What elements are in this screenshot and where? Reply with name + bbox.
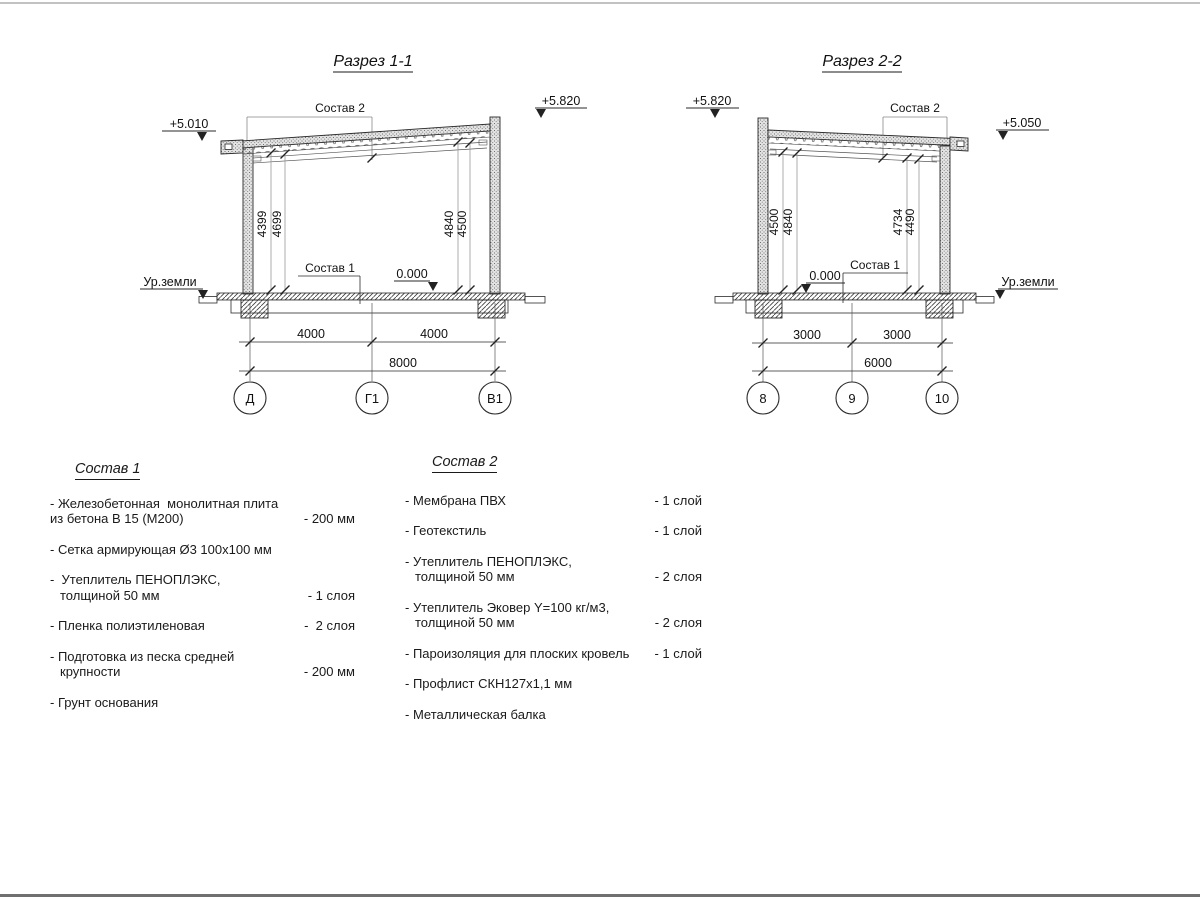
section-1-1 [140, 53, 587, 414]
s2-elev-right-label: +5.050 [1002, 116, 1042, 130]
s2-dim-left-outer: 4840 [781, 208, 795, 236]
s2-dim-right-inner: 4734 [891, 208, 905, 236]
s1-roof-edge-cap-hole [225, 144, 232, 150]
list-item [50, 542, 355, 558]
s1-elev-right-arrow [536, 109, 546, 118]
item-name-line2: из бетона В 15 (М200) [50, 511, 184, 526]
item-value: - 2 слоя [654, 615, 702, 630]
material-list-sostav-2 [405, 455, 702, 737]
item-name: - Грунт основания [50, 694, 159, 710]
s1-dim-span2: 4000 [420, 327, 448, 341]
s2-elev-left-label: +5.820 [692, 94, 732, 108]
s1-ground-ledge-left [199, 297, 217, 304]
s1-axis-label-3: В1 [487, 391, 503, 406]
s1-left-wall [243, 147, 253, 294]
s2-ground-level-label: Ур.земли [1001, 275, 1055, 289]
item-name-line2: толщиной 50 мм [415, 569, 515, 584]
list-item [405, 523, 702, 539]
s2-axis-label-2: 9 [848, 391, 856, 406]
list-item [50, 649, 355, 680]
s1-dim-span1: 4000 [297, 327, 325, 341]
item-name: - Пленка полиэтиленовая [50, 618, 205, 633]
s2-ground-level-arrow [995, 290, 1005, 299]
s2-elev-floor-arrow [801, 284, 811, 293]
item-name: - Пароизоляция для плоских кровель [405, 645, 630, 661]
s2-roof-edge-cap-hole [957, 141, 964, 147]
item-value: - 2 слоя [304, 618, 355, 633]
item-value: - 2 слоя [654, 569, 702, 584]
material-list-1-title: Состав 1 [75, 462, 140, 480]
s2-left-wall-parapet [758, 118, 768, 294]
s1-dim-right-outer: 4500 [455, 210, 469, 238]
s1-roof-callout-label: Состав 2 [315, 101, 365, 115]
section-2-2-title: Разрез 2-2 [822, 53, 902, 70]
list-item [50, 618, 355, 634]
s1-dim-ticks [246, 138, 500, 376]
item-name: - Утеплитель ПЕНОПЛЭКС, [50, 572, 221, 587]
s2-dim-right-outer: 4490 [903, 208, 917, 236]
s1-floor-callout-label: Состав 1 [305, 261, 355, 275]
item-name: - Металлическая балка [405, 706, 546, 722]
s1-floor-slab [217, 293, 525, 300]
s2-foundation-block-left [755, 300, 782, 318]
s2-foundation-block-right [926, 300, 953, 318]
s2-roof-callout-label: Состав 2 [890, 101, 940, 115]
item-name-line2: крупности [60, 664, 121, 679]
item-value: - 1 слой [654, 492, 702, 508]
s1-elev-left-label: +5.010 [169, 117, 209, 131]
s2-elev-floor-label: 0.000 [809, 269, 841, 283]
list-item [405, 493, 702, 509]
s2-elev-left-arrow [710, 109, 720, 118]
sheet-bottom-border [0, 894, 1200, 897]
s1-dim-left-inner: 4399 [255, 210, 269, 238]
material-list-2-title: Состав 2 [432, 455, 497, 473]
s1-dim-left-outer: 4699 [270, 210, 284, 238]
item-name: - Утеплитель Эковер Y=100 кг/м3, [405, 599, 610, 615]
item-value: - 1 слоя [307, 587, 355, 603]
s2-elev-right-arrow [998, 131, 1008, 140]
s2-dim-left-inner: 4500 [767, 208, 781, 236]
s1-axis-label-2: Г1 [364, 391, 380, 406]
s1-foundation-block-right [478, 300, 505, 318]
item-name: - Подготовка из песка средней [50, 648, 235, 664]
list-item [405, 600, 702, 631]
section-1-1-title: Разрез 1-1 [333, 53, 413, 70]
item-value: - 200 мм [303, 511, 355, 526]
list-item [405, 554, 702, 585]
section-2-2 [686, 53, 1058, 414]
list-item [405, 676, 702, 692]
s2-ground-ledge-right [976, 297, 994, 304]
s1-elev-left-arrow [197, 132, 207, 141]
item-value: - 1 слой [654, 523, 702, 538]
s1-elev-floor-arrow [428, 282, 438, 291]
s1-elev-floor-label: 0.000 [396, 267, 428, 281]
s1-left-corbel [253, 156, 261, 161]
s1-right-wall-parapet [490, 117, 500, 294]
s2-axis-label-3: 10 [934, 391, 950, 406]
item-value: - 200 мм [303, 664, 355, 679]
s1-dim-total: 8000 [389, 356, 417, 370]
item-name: - Железобетонная монолитная плита [50, 495, 279, 511]
item-value: - 1 слой [654, 645, 702, 661]
list-item [405, 646, 702, 662]
s1-elev-right-label: +5.820 [541, 94, 581, 108]
s2-dim-total: 6000 [864, 356, 892, 370]
item-name: - Профлист СКН127х1,1 мм [405, 676, 573, 691]
s1-axis-label-1: Д [245, 391, 255, 406]
s2-dim-span1: 3000 [793, 328, 821, 342]
list-item [50, 496, 355, 527]
list-item [405, 707, 702, 723]
item-name-line2: толщиной 50 мм [415, 615, 515, 630]
material-list-1-heading [50, 462, 355, 480]
s1-ground-ledge-right [525, 297, 545, 304]
s2-right-wall [940, 146, 950, 294]
list-item [50, 572, 355, 603]
s2-ground-ledge-left [715, 297, 733, 304]
s2-floor-slab [733, 293, 976, 300]
item-name: - Утеплитель ПЕНОПЛЭКС, [405, 553, 572, 569]
s2-dim-span2: 3000 [883, 328, 911, 342]
s2-axis-label-1: 8 [759, 391, 767, 406]
sections-drawing [0, 0, 1200, 445]
list-item [50, 695, 355, 711]
item-name: - Мембрана ПВХ [405, 492, 506, 508]
s1-dim-right-inner: 4840 [442, 210, 456, 238]
s1-ground-level-label: Ур.земли [143, 275, 197, 289]
material-list-2-heading [405, 455, 702, 473]
s1-interior-dim-lines [271, 142, 470, 291]
item-name-line2: толщиной 50 мм [60, 587, 160, 603]
item-name: - Сетка армирующая Ø3 100х100 мм [50, 541, 272, 557]
material-list-sostav-1 [50, 462, 355, 725]
s2-floor-callout-label: Состав 1 [850, 258, 900, 272]
s1-floor-underlayer [231, 300, 508, 313]
s1-foundation-block-left [241, 300, 268, 318]
item-name: - Геотекстиль [405, 523, 487, 538]
